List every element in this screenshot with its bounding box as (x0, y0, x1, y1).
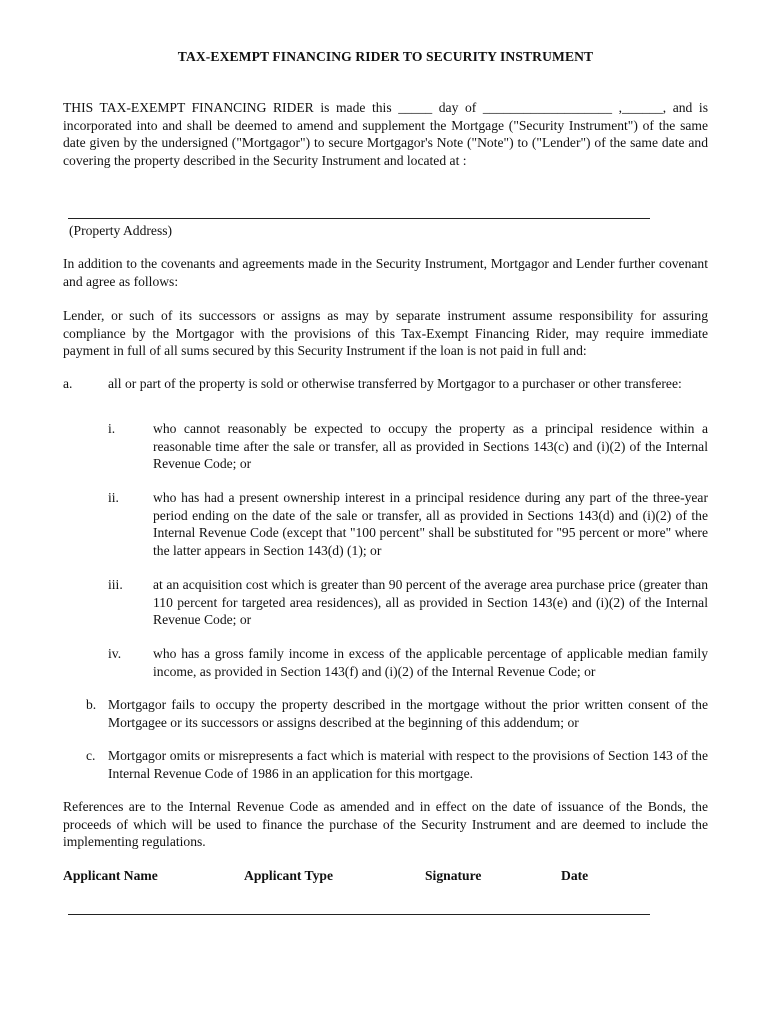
signature-header: Signature (425, 868, 482, 883)
list-marker: a. (63, 376, 73, 391)
signature-line (68, 914, 650, 915)
list-marker: iii. (108, 577, 123, 592)
date-header: Date (561, 868, 589, 883)
list-item-text: Mortgagor fails to occupy the property described in the mortgage without the prior written consent of the Mortgagee or its successors or assigns described at the beginning of this addendum; or (108, 697, 708, 730)
list-item-text: all or part of the property is sold or otherwise transferred by Mortgagor to a purchaser or other transferee: (108, 376, 682, 391)
list-item-text: at an acquisition cost which is greater than 90 percent of the average area purchase price (greater than 110 percent for targeted area residences), all as provided in Section 143(e) and (i)(2) of the Internal Revenue Code; or (153, 577, 708, 628)
list-marker: iv. (108, 646, 122, 661)
intro-paragraph: THIS TAX-EXEMPT FINANCING RIDER is made this _____ day of ___________________ ,______, and is incorporated into and shall be deemed to amend and supplement the Mortgage ("Security Instrument") of the same date given by the undersigned ("Mortgagor") to secure Mortgagor's Note ("Note") to ("Lender") of the same date and covering the property described in the Security Instrument and located at : (63, 100, 708, 168)
list-marker: c. (86, 748, 96, 763)
references-paragraph: References are to the Internal Revenue Code as amended and in effect on the date of issuance of the Bonds, the proceeds of which will be used to finance the purchase of the Security Instrument and are deemed to include the implementing regulations. (63, 799, 708, 850)
list-item-text: who has a gross family income in excess of the applicable percentage of applicable median family income, as provided in Section 143(f) and (i)(2) of the Internal Revenue Code; or (153, 646, 708, 679)
applicant-type-header: Applicant Type (244, 868, 334, 883)
applicant-name-header: Applicant Name (63, 868, 158, 883)
list-item-text: who cannot reasonably be expected to occupy the property as a principal residence within a reasonable time after the sale or transfer, all as provided in Sections 143(c) and (i)(2) of the Internal Revenue Code; or (153, 421, 708, 472)
covenant-paragraph: In addition to the covenants and agreements made in the Security Instrument, Mortgagor and Lender further covenant and agree as follows: (63, 256, 708, 289)
list-marker: b. (86, 697, 97, 712)
list-marker: i. (108, 421, 116, 436)
document-title: TAX-EXEMPT FINANCING RIDER TO SECURITY INSTRUMENT (177, 49, 594, 64)
list-marker: ii. (108, 490, 119, 505)
list-item-text: Mortgagor omits or misrepresents a fact which is material with respect to the provisions of Section 143 of the Internal Revenue Code of 1986 in an application for this mortgage. (108, 748, 708, 781)
property-address-label: (Property Address) (69, 223, 173, 238)
lender-clause-paragraph: Lender, or such of its successors or assigns as may by separate instrument assume responsibility for assuring compliance by the Mortgagor with the provisions of this Tax-Exempt Financing Rider, may require immediate payment in full of all sums secured by this Security Instrument if the loan is not paid in full and: (63, 308, 708, 359)
list-item-text: who has had a present ownership interest in a principal residence during any part of the three-year period ending on the date of the sale or transfer, all as provided in Sections 143(d) and (i)(2) of the Internal Revenue Code (except that "100 percent" shall be substituted for "95 percent or more" where the latter appears in Section 143(d) (1); or (153, 490, 708, 558)
property-address-line (68, 218, 650, 219)
